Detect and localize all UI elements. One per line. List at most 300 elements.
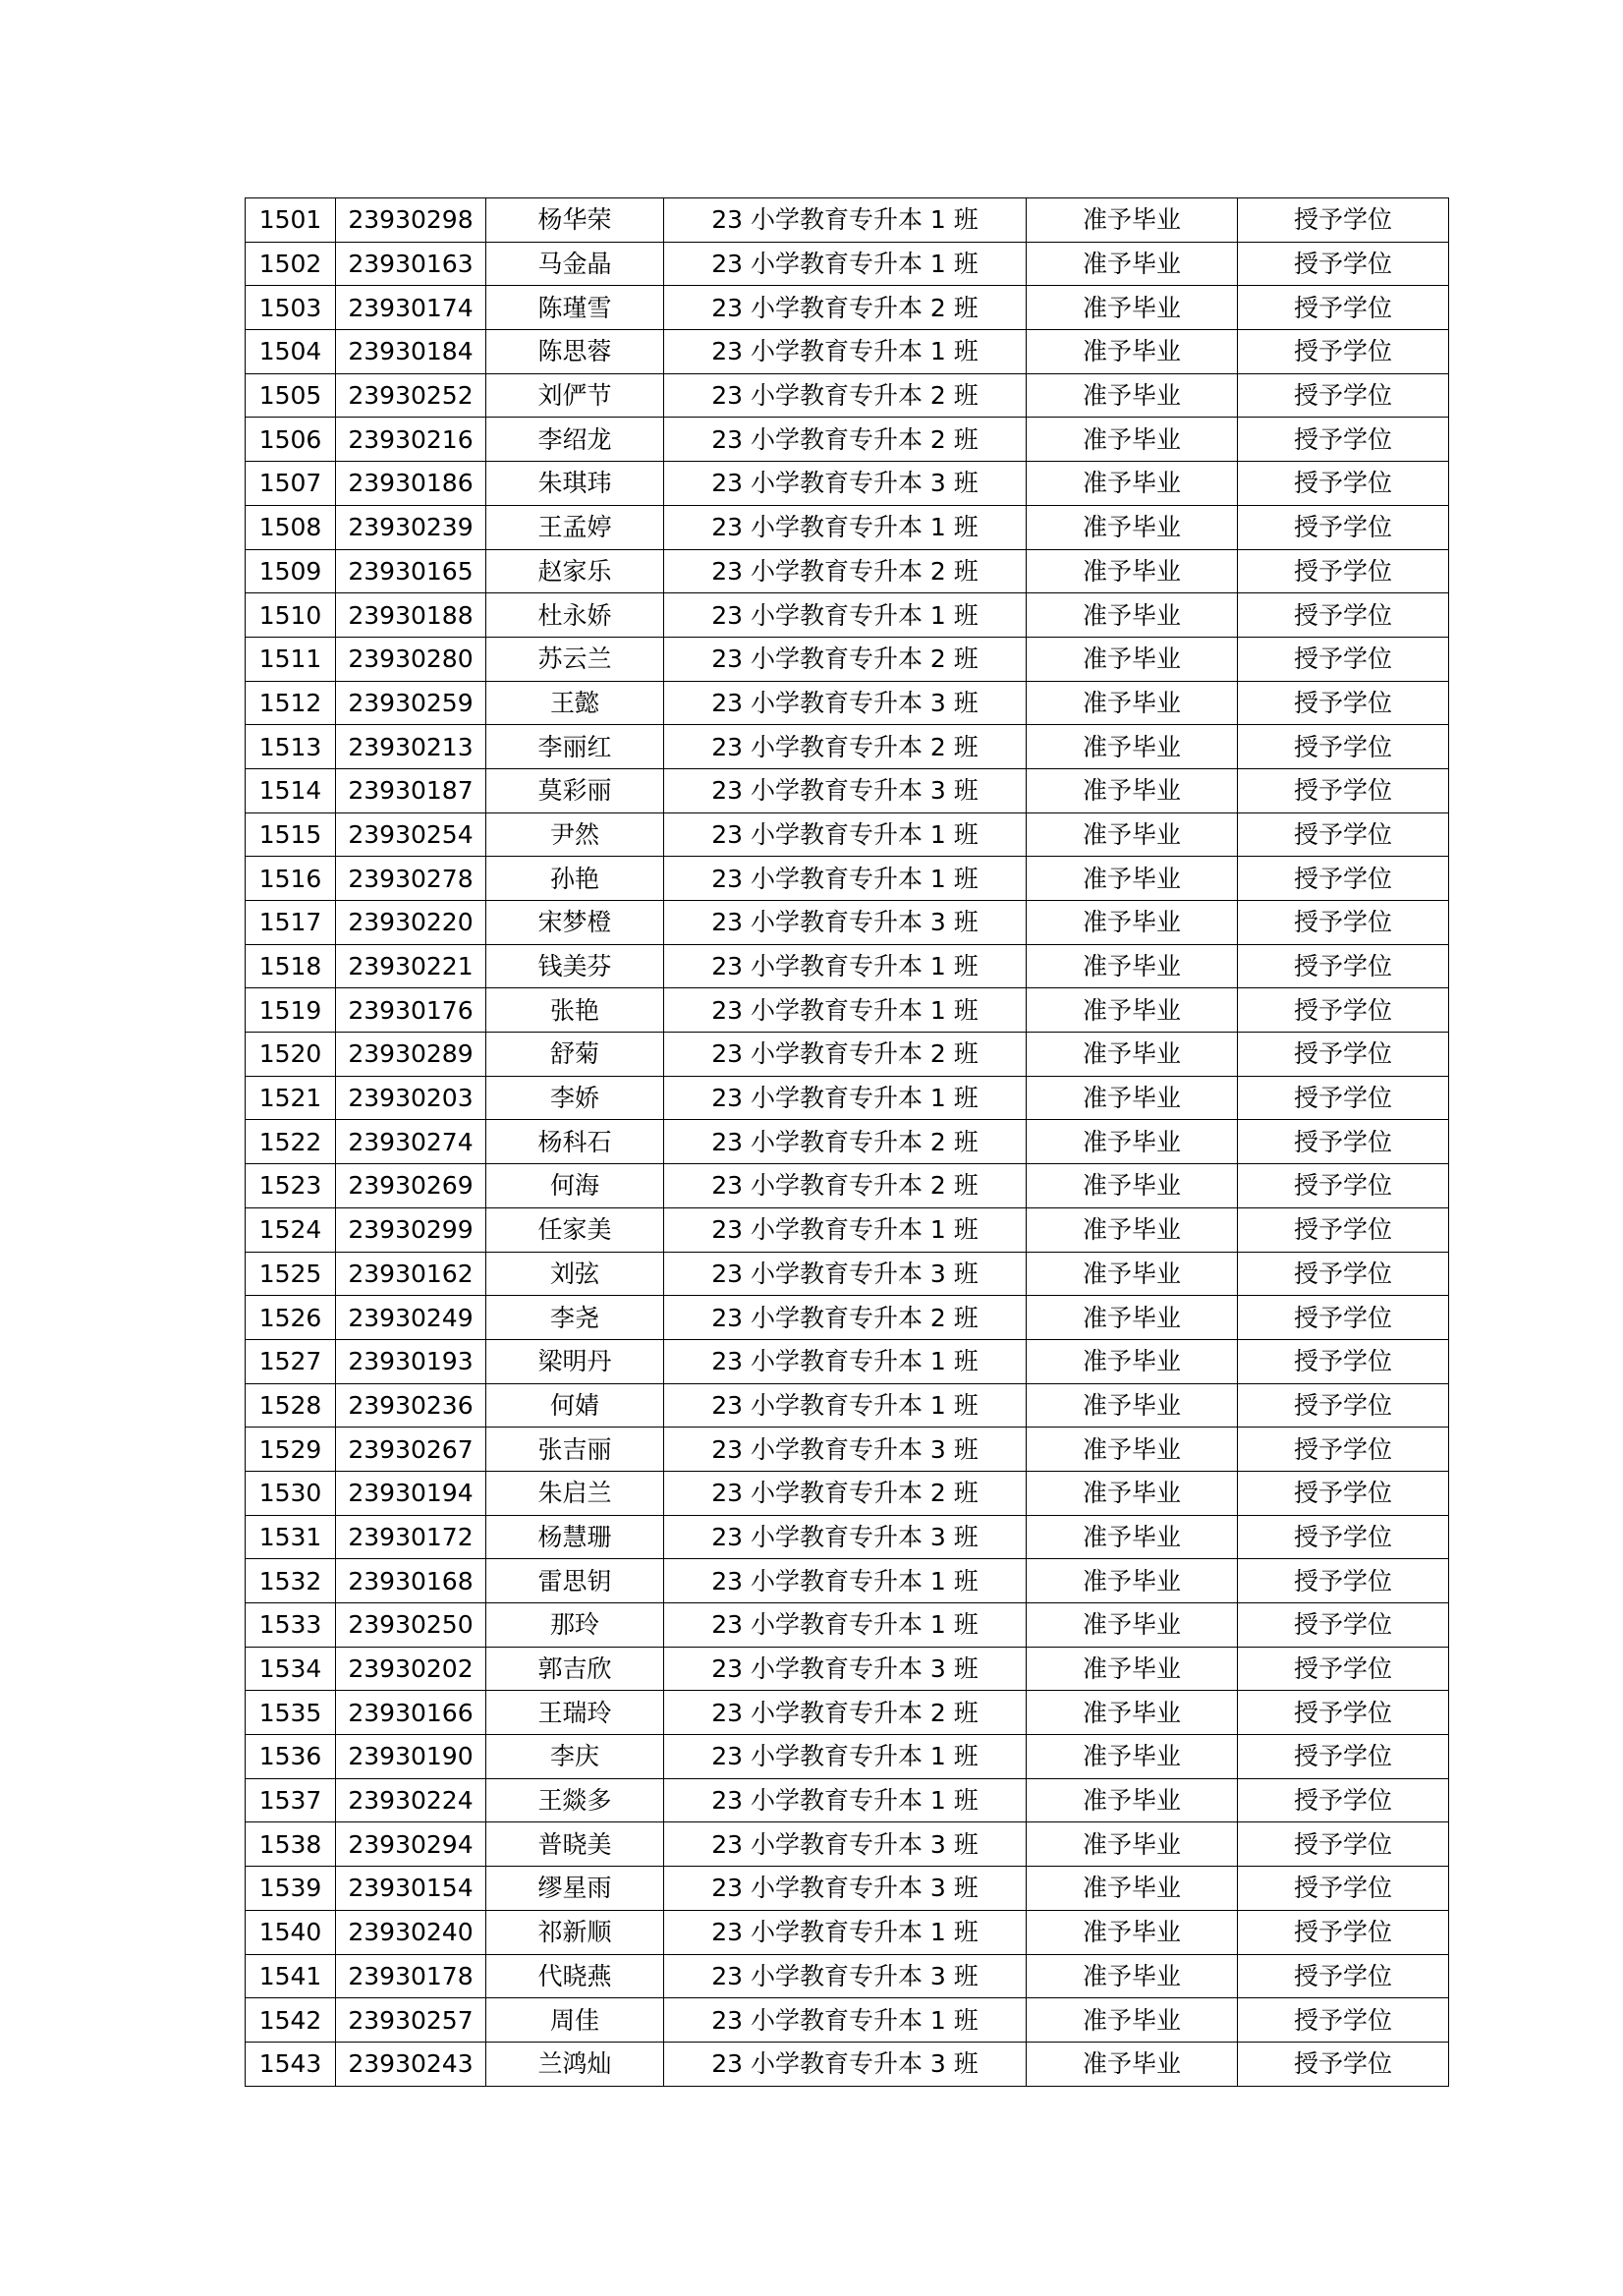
student-id-cell: 23930250 [336, 1603, 486, 1648]
degree-status-cell: 授予学位 [1238, 988, 1449, 1033]
class-cell: 23 小学教育专升本 3 班 [664, 2042, 1027, 2086]
seq-number-cell: 1508 [246, 505, 336, 549]
student-id-cell: 23930220 [336, 901, 486, 945]
class-cell: 23 小学教育专升本 2 班 [664, 286, 1027, 330]
table-row [246, 1735, 1449, 1779]
table-row [246, 1120, 1449, 1164]
graduation-status-cell: 准予毕业 [1027, 1207, 1238, 1252]
degree-status-cell: 授予学位 [1238, 505, 1449, 549]
student-id-cell: 23930186 [336, 462, 486, 506]
seq-number-cell: 1523 [246, 1164, 336, 1208]
graduation-status-cell: 准予毕业 [1027, 1120, 1238, 1164]
table-row [246, 857, 1449, 901]
student-name-cell: 朱琪玮 [486, 462, 664, 506]
degree-status-cell: 授予学位 [1238, 681, 1449, 725]
graduation-status-cell: 准予毕业 [1027, 812, 1238, 857]
table-row [246, 901, 1449, 945]
class-cell: 23 小学教育专升本 2 班 [664, 1033, 1027, 1077]
student-name-cell: 周佳 [486, 1998, 664, 2043]
student-id-cell: 23930221 [336, 944, 486, 988]
graduation-status-cell: 准予毕业 [1027, 1164, 1238, 1208]
degree-status-cell: 授予学位 [1238, 593, 1449, 638]
student-id-cell: 23930178 [336, 1954, 486, 1998]
student-name-cell: 兰鸿灿 [486, 2042, 664, 2086]
degree-status-cell: 授予学位 [1238, 1120, 1449, 1164]
class-cell: 23 小学教育专升本 3 班 [664, 1954, 1027, 1998]
roster-body [246, 198, 1449, 2087]
student-name-cell: 杨华荣 [486, 198, 664, 243]
table-row [246, 768, 1449, 812]
class-cell: 23 小学教育专升本 2 班 [664, 1296, 1027, 1340]
class-cell: 23 小学教育专升本 3 班 [664, 681, 1027, 725]
class-cell: 23 小学教育专升本 1 班 [664, 944, 1027, 988]
student-id-cell: 23930252 [336, 373, 486, 418]
table-row [246, 242, 1449, 286]
graduation-status-cell: 准予毕业 [1027, 1954, 1238, 1998]
table-row [246, 1867, 1449, 1911]
student-name-cell: 祁新顺 [486, 1910, 664, 1954]
degree-status-cell: 授予学位 [1238, 637, 1449, 681]
degree-status-cell: 授予学位 [1238, 198, 1449, 243]
student-name-cell: 李尧 [486, 1296, 664, 1340]
table-row [246, 812, 1449, 857]
table-row [246, 1339, 1449, 1383]
class-cell: 23 小学教育专升本 2 班 [664, 373, 1027, 418]
student-id-cell: 23930154 [336, 1867, 486, 1911]
seq-number-cell: 1507 [246, 462, 336, 506]
degree-status-cell: 授予学位 [1238, 286, 1449, 330]
degree-status-cell: 授予学位 [1238, 768, 1449, 812]
seq-number-cell: 1513 [246, 725, 336, 769]
graduation-status-cell: 准予毕业 [1027, 1252, 1238, 1296]
seq-number-cell: 1538 [246, 1822, 336, 1867]
student-name-cell: 尹然 [486, 812, 664, 857]
student-name-cell: 刘俨节 [486, 373, 664, 418]
graduation-status-cell: 准予毕业 [1027, 198, 1238, 243]
degree-status-cell: 授予学位 [1238, 462, 1449, 506]
student-name-cell: 赵家乐 [486, 549, 664, 593]
class-cell: 23 小学教育专升本 2 班 [664, 1471, 1027, 1515]
degree-status-cell: 授予学位 [1238, 1910, 1449, 1954]
graduation-status-cell: 准予毕业 [1027, 1867, 1238, 1911]
class-cell: 23 小学教育专升本 1 班 [664, 593, 1027, 638]
graduation-status-cell: 准予毕业 [1027, 681, 1238, 725]
student-id-cell: 23930190 [336, 1735, 486, 1779]
student-id-cell: 23930224 [336, 1778, 486, 1822]
degree-status-cell: 授予学位 [1238, 1339, 1449, 1383]
table-row [246, 1515, 1449, 1559]
table-row [246, 1383, 1449, 1428]
student-name-cell: 梁明丹 [486, 1339, 664, 1383]
seq-number-cell: 1527 [246, 1339, 336, 1383]
table-row [246, 1471, 1449, 1515]
student-id-cell: 23930236 [336, 1383, 486, 1428]
seq-number-cell: 1518 [246, 944, 336, 988]
graduation-status-cell: 准予毕业 [1027, 505, 1238, 549]
table-row [246, 1207, 1449, 1252]
student-id-cell: 23930280 [336, 637, 486, 681]
degree-status-cell: 授予学位 [1238, 1778, 1449, 1822]
table-row [246, 549, 1449, 593]
graduation-status-cell: 准予毕业 [1027, 2042, 1238, 2086]
student-id-cell: 23930188 [336, 593, 486, 638]
degree-status-cell: 授予学位 [1238, 373, 1449, 418]
degree-status-cell: 授予学位 [1238, 812, 1449, 857]
class-cell: 23 小学教育专升本 1 班 [664, 812, 1027, 857]
degree-status-cell: 授予学位 [1238, 1428, 1449, 1472]
seq-number-cell: 1519 [246, 988, 336, 1033]
table-row [246, 681, 1449, 725]
student-name-cell: 舒菊 [486, 1033, 664, 1077]
class-cell: 23 小学教育专升本 2 班 [664, 637, 1027, 681]
degree-status-cell: 授予学位 [1238, 1867, 1449, 1911]
student-name-cell: 那玲 [486, 1603, 664, 1648]
student-id-cell: 23930163 [336, 242, 486, 286]
seq-number-cell: 1537 [246, 1778, 336, 1822]
seq-number-cell: 1539 [246, 1867, 336, 1911]
degree-status-cell: 授予学位 [1238, 1296, 1449, 1340]
graduation-status-cell: 准予毕业 [1027, 637, 1238, 681]
table-row [246, 1998, 1449, 2043]
degree-status-cell: 授予学位 [1238, 1471, 1449, 1515]
degree-status-cell: 授予学位 [1238, 1252, 1449, 1296]
table-row [246, 1559, 1449, 1603]
table-row [246, 1822, 1449, 1867]
seq-number-cell: 1532 [246, 1559, 336, 1603]
graduation-status-cell: 准予毕业 [1027, 1691, 1238, 1735]
seq-number-cell: 1515 [246, 812, 336, 857]
table-row [246, 373, 1449, 418]
class-cell: 23 小学教育专升本 1 班 [664, 1383, 1027, 1428]
graduation-status-cell: 准予毕业 [1027, 901, 1238, 945]
graduation-status-cell: 准予毕业 [1027, 1296, 1238, 1340]
seq-number-cell: 1514 [246, 768, 336, 812]
seq-number-cell: 1502 [246, 242, 336, 286]
seq-number-cell: 1535 [246, 1691, 336, 1735]
class-cell: 23 小学教育专升本 3 班 [664, 462, 1027, 506]
table-row [246, 1033, 1449, 1077]
class-cell: 23 小学教育专升本 1 班 [664, 1910, 1027, 1954]
student-id-cell: 23930298 [336, 198, 486, 243]
seq-number-cell: 1505 [246, 373, 336, 418]
class-cell: 23 小学教育专升本 1 班 [664, 1998, 1027, 2043]
seq-number-cell: 1528 [246, 1383, 336, 1428]
class-cell: 23 小学教育专升本 1 班 [664, 1559, 1027, 1603]
table-row [246, 1164, 1449, 1208]
student-id-cell: 23930203 [336, 1076, 486, 1120]
degree-status-cell: 授予学位 [1238, 725, 1449, 769]
student-id-cell: 23930174 [336, 286, 486, 330]
class-cell: 23 小学教育专升本 1 班 [664, 505, 1027, 549]
class-cell: 23 小学教育专升本 3 班 [664, 901, 1027, 945]
table-row [246, 1778, 1449, 1822]
student-name-cell: 杨慧珊 [486, 1515, 664, 1559]
seq-number-cell: 1504 [246, 330, 336, 374]
class-cell: 23 小学教育专升本 3 班 [664, 1428, 1027, 1472]
class-cell: 23 小学教育专升本 2 班 [664, 1691, 1027, 1735]
student-id-cell: 23930239 [336, 505, 486, 549]
student-id-cell: 23930184 [336, 330, 486, 374]
student-name-cell: 李庆 [486, 1735, 664, 1779]
student-id-cell: 23930240 [336, 1910, 486, 1954]
student-name-cell: 孙艳 [486, 857, 664, 901]
degree-status-cell: 授予学位 [1238, 1998, 1449, 2043]
seq-number-cell: 1512 [246, 681, 336, 725]
student-id-cell: 23930254 [336, 812, 486, 857]
graduation-status-cell: 准予毕业 [1027, 1559, 1238, 1603]
degree-status-cell: 授予学位 [1238, 2042, 1449, 2086]
degree-status-cell: 授予学位 [1238, 1164, 1449, 1208]
graduation-status-cell: 准予毕业 [1027, 242, 1238, 286]
student-name-cell: 陈思蓉 [486, 330, 664, 374]
graduation-status-cell: 准予毕业 [1027, 1471, 1238, 1515]
seq-number-cell: 1520 [246, 1033, 336, 1077]
seq-number-cell: 1534 [246, 1647, 336, 1691]
table-row [246, 1910, 1449, 1954]
class-cell: 23 小学教育专升本 1 班 [664, 1603, 1027, 1648]
student-id-cell: 23930193 [336, 1339, 486, 1383]
degree-status-cell: 授予学位 [1238, 1207, 1449, 1252]
graduation-status-cell: 准予毕业 [1027, 1383, 1238, 1428]
seq-number-cell: 1521 [246, 1076, 336, 1120]
seq-number-cell: 1526 [246, 1296, 336, 1340]
class-cell: 23 小学教育专升本 3 班 [664, 1867, 1027, 1911]
class-cell: 23 小学教育专升本 1 班 [664, 857, 1027, 901]
table-row [246, 944, 1449, 988]
seq-number-cell: 1516 [246, 857, 336, 901]
seq-number-cell: 1531 [246, 1515, 336, 1559]
degree-status-cell: 授予学位 [1238, 1559, 1449, 1603]
student-name-cell: 王懿 [486, 681, 664, 725]
student-id-cell: 23930162 [336, 1252, 486, 1296]
seq-number-cell: 1506 [246, 418, 336, 462]
student-name-cell: 莫彩丽 [486, 768, 664, 812]
graduation-status-cell: 准予毕业 [1027, 418, 1238, 462]
seq-number-cell: 1509 [246, 549, 336, 593]
class-cell: 23 小学教育专升本 1 班 [664, 1778, 1027, 1822]
student-name-cell: 杨科石 [486, 1120, 664, 1164]
student-id-cell: 23930257 [336, 1998, 486, 2043]
student-name-cell: 何海 [486, 1164, 664, 1208]
student-name-cell: 钱美芬 [486, 944, 664, 988]
graduation-roster-table [245, 197, 1449, 2087]
graduation-status-cell: 准予毕业 [1027, 1822, 1238, 1867]
table-row [246, 1954, 1449, 1998]
table-row [246, 988, 1449, 1033]
table-row [246, 637, 1449, 681]
student-id-cell: 23930187 [336, 768, 486, 812]
seq-number-cell: 1501 [246, 198, 336, 243]
class-cell: 23 小学教育专升本 1 班 [664, 1207, 1027, 1252]
graduation-status-cell: 准予毕业 [1027, 1647, 1238, 1691]
class-cell: 23 小学教育专升本 3 班 [664, 1647, 1027, 1691]
class-cell: 23 小学教育专升本 2 班 [664, 725, 1027, 769]
student-id-cell: 23930249 [336, 1296, 486, 1340]
student-id-cell: 23930243 [336, 2042, 486, 2086]
student-name-cell: 代晓燕 [486, 1954, 664, 1998]
degree-status-cell: 授予学位 [1238, 901, 1449, 945]
class-cell: 23 小学教育专升本 2 班 [664, 1164, 1027, 1208]
student-id-cell: 23930194 [336, 1471, 486, 1515]
student-name-cell: 陈瑾雪 [486, 286, 664, 330]
graduation-status-cell: 准予毕业 [1027, 1735, 1238, 1779]
degree-status-cell: 授予学位 [1238, 944, 1449, 988]
graduation-status-cell: 准予毕业 [1027, 373, 1238, 418]
graduation-status-cell: 准予毕业 [1027, 1428, 1238, 1472]
graduation-status-cell: 准予毕业 [1027, 1778, 1238, 1822]
seq-number-cell: 1510 [246, 593, 336, 638]
student-name-cell: 王瑞玲 [486, 1691, 664, 1735]
degree-status-cell: 授予学位 [1238, 242, 1449, 286]
graduation-status-cell: 准予毕业 [1027, 1998, 1238, 2043]
student-id-cell: 23930299 [336, 1207, 486, 1252]
student-name-cell: 普晓美 [486, 1822, 664, 1867]
student-id-cell: 23930294 [336, 1822, 486, 1867]
degree-status-cell: 授予学位 [1238, 330, 1449, 374]
student-id-cell: 23930168 [336, 1559, 486, 1603]
degree-status-cell: 授予学位 [1238, 1603, 1449, 1648]
graduation-status-cell: 准予毕业 [1027, 593, 1238, 638]
student-id-cell: 23930289 [336, 1033, 486, 1077]
seq-number-cell: 1536 [246, 1735, 336, 1779]
table-row [246, 593, 1449, 638]
student-id-cell: 23930269 [336, 1164, 486, 1208]
degree-status-cell: 授予学位 [1238, 1515, 1449, 1559]
seq-number-cell: 1529 [246, 1428, 336, 1472]
graduation-status-cell: 准予毕业 [1027, 286, 1238, 330]
degree-status-cell: 授予学位 [1238, 1691, 1449, 1735]
seq-number-cell: 1517 [246, 901, 336, 945]
graduation-status-cell: 准予毕业 [1027, 1515, 1238, 1559]
class-cell: 23 小学教育专升本 1 班 [664, 242, 1027, 286]
graduation-status-cell: 准予毕业 [1027, 1339, 1238, 1383]
degree-status-cell: 授予学位 [1238, 1383, 1449, 1428]
table-row [246, 462, 1449, 506]
table-row [246, 1647, 1449, 1691]
seq-number-cell: 1542 [246, 1998, 336, 2043]
student-id-cell: 23930202 [336, 1647, 486, 1691]
student-name-cell: 郭吉欣 [486, 1647, 664, 1691]
student-name-cell: 苏云兰 [486, 637, 664, 681]
degree-status-cell: 授予学位 [1238, 1822, 1449, 1867]
degree-status-cell: 授予学位 [1238, 857, 1449, 901]
student-name-cell: 朱启兰 [486, 1471, 664, 1515]
graduation-status-cell: 准予毕业 [1027, 857, 1238, 901]
student-id-cell: 23930274 [336, 1120, 486, 1164]
seq-number-cell: 1543 [246, 2042, 336, 2086]
seq-number-cell: 1511 [246, 637, 336, 681]
student-name-cell: 王孟婷 [486, 505, 664, 549]
degree-status-cell: 授予学位 [1238, 1735, 1449, 1779]
student-name-cell: 宋梦橙 [486, 901, 664, 945]
student-name-cell: 杜永娇 [486, 593, 664, 638]
student-id-cell: 23930216 [336, 418, 486, 462]
seq-number-cell: 1503 [246, 286, 336, 330]
class-cell: 23 小学教育专升本 2 班 [664, 418, 1027, 462]
table-row [246, 1252, 1449, 1296]
graduation-status-cell: 准予毕业 [1027, 725, 1238, 769]
student-name-cell: 王燚多 [486, 1778, 664, 1822]
seq-number-cell: 1525 [246, 1252, 336, 1296]
graduation-status-cell: 准予毕业 [1027, 462, 1238, 506]
graduation-status-cell: 准予毕业 [1027, 1910, 1238, 1954]
degree-status-cell: 授予学位 [1238, 1647, 1449, 1691]
graduation-status-cell: 准予毕业 [1027, 944, 1238, 988]
student-name-cell: 何婧 [486, 1383, 664, 1428]
class-cell: 23 小学教育专升本 3 班 [664, 768, 1027, 812]
student-id-cell: 23930278 [336, 857, 486, 901]
class-cell: 23 小学教育专升本 1 班 [664, 988, 1027, 1033]
student-name-cell: 雷思钥 [486, 1559, 664, 1603]
table-row [246, 725, 1449, 769]
class-cell: 23 小学教育专升本 1 班 [664, 1339, 1027, 1383]
seq-number-cell: 1524 [246, 1207, 336, 1252]
degree-status-cell: 授予学位 [1238, 1033, 1449, 1077]
class-cell: 23 小学教育专升本 3 班 [664, 1252, 1027, 1296]
table-row [246, 418, 1449, 462]
student-name-cell: 缪星雨 [486, 1867, 664, 1911]
graduation-status-cell: 准予毕业 [1027, 1603, 1238, 1648]
student-id-cell: 23930165 [336, 549, 486, 593]
class-cell: 23 小学教育专升本 2 班 [664, 1120, 1027, 1164]
graduation-status-cell: 准予毕业 [1027, 549, 1238, 593]
seq-number-cell: 1540 [246, 1910, 336, 1954]
student-name-cell: 李娇 [486, 1076, 664, 1120]
table-row [246, 286, 1449, 330]
graduation-status-cell: 准予毕业 [1027, 988, 1238, 1033]
student-name-cell: 马金晶 [486, 242, 664, 286]
degree-status-cell: 授予学位 [1238, 418, 1449, 462]
student-name-cell: 任家美 [486, 1207, 664, 1252]
table-row [246, 198, 1449, 243]
table-row [246, 1296, 1449, 1340]
class-cell: 23 小学教育专升本 3 班 [664, 1822, 1027, 1867]
student-id-cell: 23930267 [336, 1428, 486, 1472]
seq-number-cell: 1541 [246, 1954, 336, 1998]
class-cell: 23 小学教育专升本 1 班 [664, 1735, 1027, 1779]
student-id-cell: 23930166 [336, 1691, 486, 1735]
table-row [246, 1428, 1449, 1472]
class-cell: 23 小学教育专升本 3 班 [664, 1515, 1027, 1559]
degree-status-cell: 授予学位 [1238, 549, 1449, 593]
class-cell: 23 小学教育专升本 1 班 [664, 198, 1027, 243]
student-name-cell: 张吉丽 [486, 1428, 664, 1472]
student-id-cell: 23930213 [336, 725, 486, 769]
student-name-cell: 李绍龙 [486, 418, 664, 462]
degree-status-cell: 授予学位 [1238, 1076, 1449, 1120]
table-row [246, 505, 1449, 549]
table-row [246, 1076, 1449, 1120]
graduation-status-cell: 准予毕业 [1027, 1076, 1238, 1120]
student-name-cell: 张艳 [486, 988, 664, 1033]
student-name-cell: 刘弦 [486, 1252, 664, 1296]
student-id-cell: 23930259 [336, 681, 486, 725]
seq-number-cell: 1530 [246, 1471, 336, 1515]
seq-number-cell: 1522 [246, 1120, 336, 1164]
degree-status-cell: 授予学位 [1238, 1954, 1449, 1998]
class-cell: 23 小学教育专升本 1 班 [664, 330, 1027, 374]
class-cell: 23 小学教育专升本 2 班 [664, 549, 1027, 593]
table-row [246, 1603, 1449, 1648]
graduation-status-cell: 准予毕业 [1027, 330, 1238, 374]
graduation-status-cell: 准予毕业 [1027, 1033, 1238, 1077]
table-row [246, 2042, 1449, 2086]
class-cell: 23 小学教育专升本 1 班 [664, 1076, 1027, 1120]
student-id-cell: 23930176 [336, 988, 486, 1033]
student-id-cell: 23930172 [336, 1515, 486, 1559]
student-name-cell: 李丽红 [486, 725, 664, 769]
table-row [246, 330, 1449, 374]
